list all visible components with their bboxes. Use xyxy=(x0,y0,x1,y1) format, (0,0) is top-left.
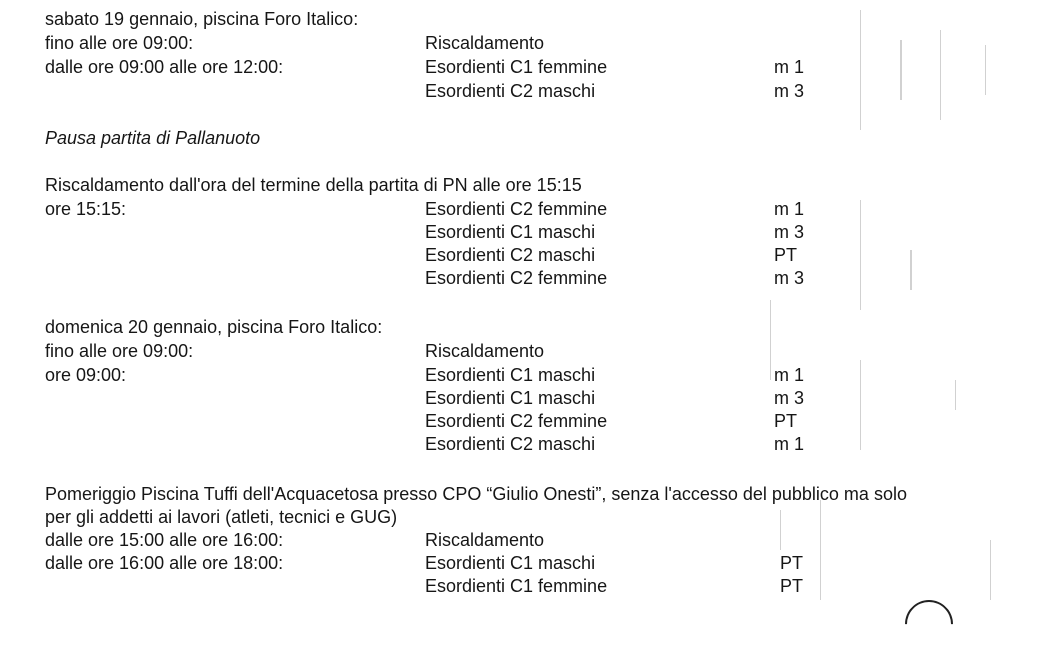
day-heading-saturday: sabato 19 gennaio, piscina Foro Italico: xyxy=(45,9,359,29)
code-label: m 1 xyxy=(774,365,805,385)
event-label: Esordienti C2 femmine xyxy=(425,411,608,431)
scan-noise xyxy=(770,300,771,380)
time-label: dalle ore 16:00 alle ore 18:00: xyxy=(45,553,284,573)
event-label: Riscaldamento xyxy=(425,530,545,550)
scan-noise xyxy=(955,380,956,410)
time-label: ore 15:15: xyxy=(45,199,127,219)
code-label: PT xyxy=(780,553,804,573)
scan-noise xyxy=(910,250,912,290)
time-label: dalle ore 15:00 alle ore 16:00: xyxy=(45,530,284,550)
event-label: Riscaldamento xyxy=(425,341,545,361)
time-label: ore 09:00: xyxy=(45,365,127,385)
afternoon-heading-line1: Pomeriggio Piscina Tuffi dell'Acquacetosa presso CPO “Giulio Onesti”, senza l'accesso del pubblico ma solo xyxy=(45,484,907,504)
event-label: Esordienti C1 femmine xyxy=(425,576,608,596)
code-label: m 3 xyxy=(774,81,805,101)
event-label: Esordienti C1 maschi xyxy=(425,553,596,573)
event-label: Riscaldamento xyxy=(425,33,545,53)
time-label: fino alle ore 09:00: xyxy=(45,341,194,361)
event-label: Esordienti C1 maschi xyxy=(425,388,596,408)
event-label: Esordienti C1 maschi xyxy=(425,365,596,385)
event-label: Esordienti C2 maschi xyxy=(425,81,596,101)
scan-noise xyxy=(990,540,991,600)
event-label: Esordienti C2 femmine xyxy=(425,199,608,219)
scan-noise xyxy=(940,30,941,120)
code-label: PT xyxy=(774,245,798,265)
scan-noise xyxy=(985,45,986,95)
time-label: fino alle ore 09:00: xyxy=(45,33,194,53)
code-label: m 3 xyxy=(774,222,805,242)
pause-note: Pausa partita di Pallanuoto xyxy=(45,128,261,148)
day-heading-sunday: domenica 20 gennaio, piscina Foro Italico: xyxy=(45,317,383,337)
scan-noise xyxy=(860,10,861,130)
event-label: Esordienti C1 maschi xyxy=(425,222,596,242)
scan-noise xyxy=(860,360,861,450)
event-label: Esordienti C1 femmine xyxy=(425,57,608,77)
scan-noise xyxy=(860,200,861,310)
afternoon-heading-line2: per gli addetti ai lavori (atleti, tecnici e GUG) xyxy=(45,507,398,527)
scan-noise xyxy=(900,40,902,100)
code-label: PT xyxy=(774,411,798,431)
scan-noise xyxy=(780,510,781,550)
code-label: m 1 xyxy=(774,199,805,219)
code-label: m 3 xyxy=(774,268,805,288)
scan-noise xyxy=(820,500,821,600)
event-label: Esordienti C2 maschi xyxy=(425,245,596,265)
code-label: PT xyxy=(780,576,804,596)
code-label: m 1 xyxy=(774,434,805,454)
warmup-heading: Riscaldamento dall'ora del termine della partita di PN alle ore 15:15 xyxy=(45,175,582,195)
event-label: Esordienti C2 maschi xyxy=(425,434,596,454)
scan-artifact-arc xyxy=(895,590,963,658)
code-label: m 1 xyxy=(774,57,805,77)
code-label: m 3 xyxy=(774,388,805,408)
time-label: dalle ore 09:00 alle ore 12:00: xyxy=(45,57,284,77)
event-label: Esordienti C2 femmine xyxy=(425,268,608,288)
